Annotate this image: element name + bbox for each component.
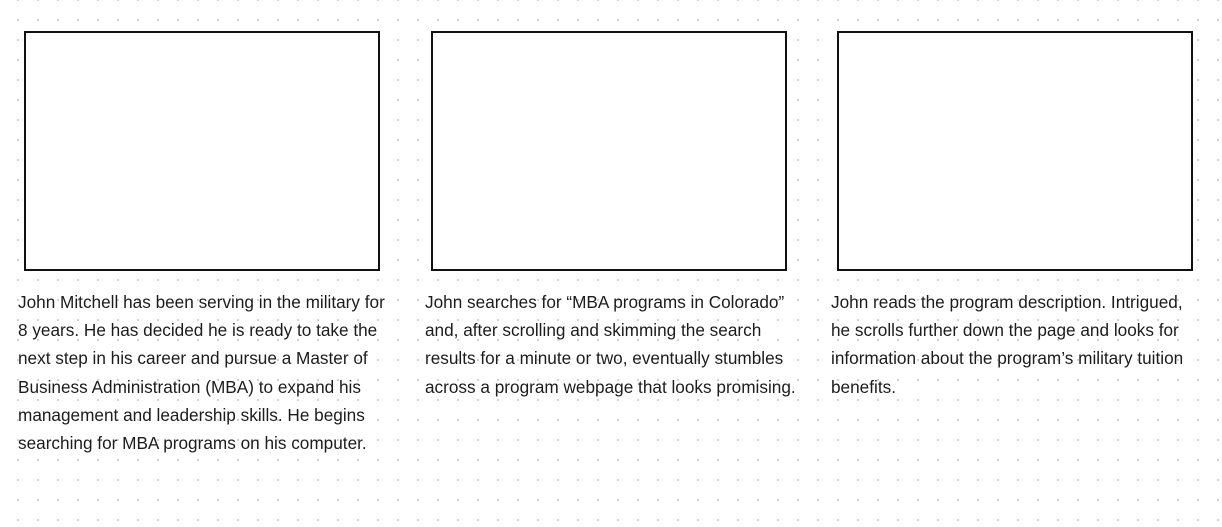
panel-1-caption: John Mitchell has been serving in the military for 8 years. He has decided he is ready to take the next step in his career and pursue a Master of Business Administration (MBA) to expand his management and leadership skills. He begins searching for MBA programs on his computer. xyxy=(18,292,385,454)
panel-2-caption: John searches for “MBA programs in Colorado” and, after scrolling and skimming the search results for a minute or two, eventually stumbles across a program webpage that looks promising. xyxy=(425,292,796,397)
panel-2-image-frame[interactable] xyxy=(431,31,787,271)
panel-1-image-frame[interactable] xyxy=(24,31,380,271)
panel-3-caption: John reads the program description. Intrigued, he scrolls further down the page and looks for information about the program’s military tuition benefits. xyxy=(831,292,1184,397)
panel-3-image-frame[interactable] xyxy=(837,31,1193,271)
storyboard-panel-3 xyxy=(831,31,1201,401)
storyboard-panel-2 xyxy=(425,31,795,401)
storyboard-panel-1 xyxy=(18,31,388,457)
